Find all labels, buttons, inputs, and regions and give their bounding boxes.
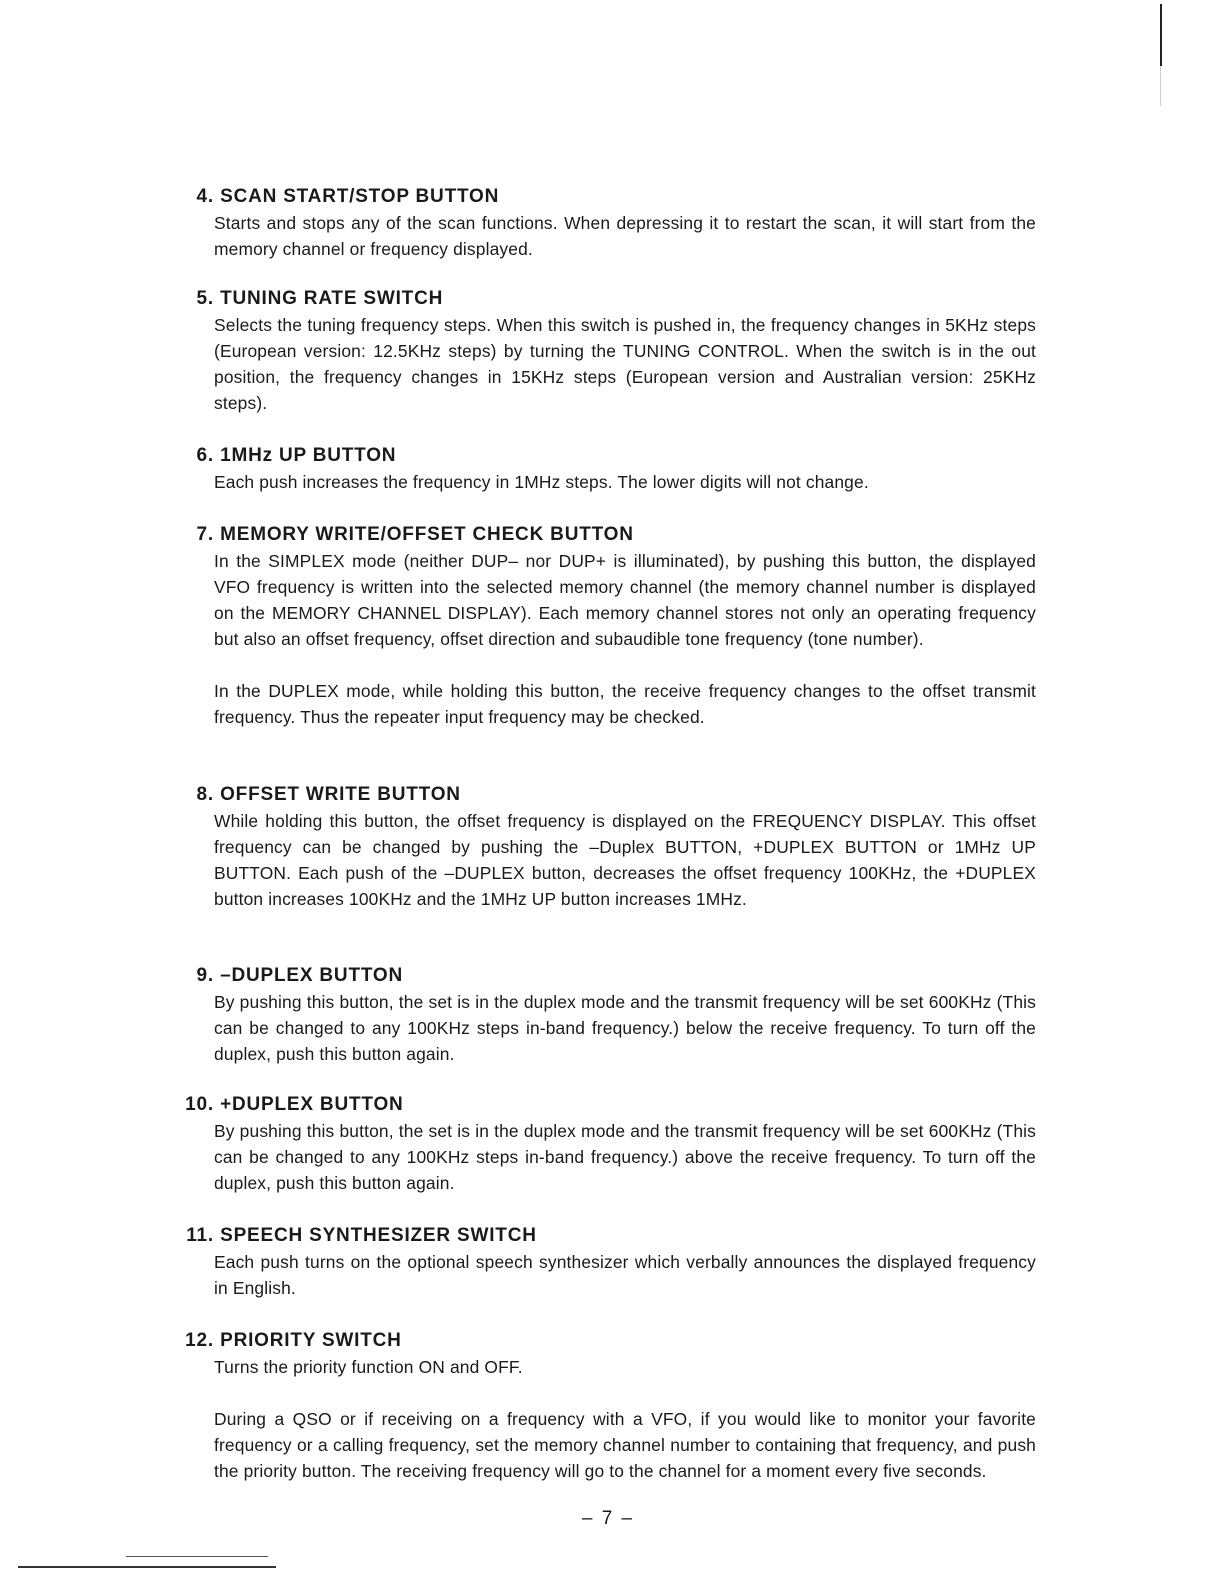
- section-heading: [174, 443, 1036, 469]
- section-body: [214, 312, 1036, 416]
- section-title: –DUPLEX BUTTON: [220, 965, 404, 986]
- section-title: SCAN START/STOP BUTTON: [220, 186, 500, 207]
- section-4: [174, 184, 1036, 262]
- paragraph: Each push increases the frequency in 1MHz steps. The lower digits will not change.: [214, 472, 869, 492]
- section-heading: [174, 1092, 1036, 1118]
- paragraph: Selects the tuning frequency steps. When this switch is pushed in, the frequency changes in 5KHz steps (European version: 12.5KHz steps) by turning the TUNING CONTROL. When the switch is in the out position, the frequency changes in 15KHz steps (European version and Australian version: 25KHz steps).: [214, 315, 1036, 413]
- section-number: 5.: [196, 288, 214, 309]
- scan-edge-mark-faint: [1160, 66, 1161, 106]
- section-body: [214, 1118, 1036, 1196]
- section-number: 10.: [185, 1094, 214, 1115]
- section-8: [174, 782, 1036, 912]
- paragraph: Each push turns on the optional speech synthesizer which verbally announces the displayed frequency in English.: [214, 1252, 1036, 1298]
- paragraph: Turns the priority function ON and OFF.: [214, 1357, 523, 1377]
- paragraph: In the DUPLEX mode, while holding this button, the receive frequency changes to the offset transmit frequency. Thus the repeater input frequency may be checked.: [214, 681, 1036, 727]
- section-heading: [174, 1328, 1036, 1354]
- section-body: [214, 210, 1036, 262]
- section-number: 12.: [185, 1330, 214, 1351]
- paragraph: During a QSO or if receiving on a frequency with a VFO, if you would like to monitor your favorite frequency or a calling frequency, set the memory channel number to containing that frequency, and push the priority button. The receiving frequency will go to the channel for a moment every five seconds.: [214, 1409, 1036, 1481]
- section-title: PRIORITY SWITCH: [220, 1330, 402, 1351]
- section-6: [174, 443, 1036, 495]
- paragraph: Starts and stops any of the scan functions. When depressing it to restart the scan, it will start from the memory channel or frequency displayed.: [214, 213, 1036, 259]
- section-number: 4.: [196, 186, 214, 207]
- section-10: [174, 1092, 1036, 1196]
- section-12: [174, 1328, 1036, 1484]
- section-heading: [174, 184, 1036, 210]
- paragraph: By pushing this button, the set is in the duplex mode and the transmit frequency will be set 600KHz (This can be changed to any 100KHz steps in-band frequency.) below the receive frequency. To turn off the duplex, push this button again.: [214, 992, 1036, 1064]
- section-body: [214, 548, 1036, 730]
- paragraph: In the SIMPLEX mode (neither DUP– nor DUP+ is illuminated), by pushing this button, the displayed VFO frequency is written into the selected memory channel (the memory channel number is displayed on the MEMORY CHANNEL DISPLAY). Each memory channel stores not only an operating frequency but also an offset frequency, offset direction and subaudible tone frequency (tone number).: [214, 551, 1036, 649]
- section-body: [214, 469, 1036, 495]
- section-body: [214, 989, 1036, 1067]
- section-heading: [174, 782, 1036, 808]
- section-5: [174, 286, 1036, 416]
- section-number: 6.: [196, 445, 214, 466]
- section-body: [214, 808, 1036, 912]
- section-body: [214, 1249, 1036, 1301]
- section-11: [174, 1223, 1036, 1301]
- section-number: 7.: [196, 524, 214, 545]
- section-9: [174, 963, 1036, 1067]
- section-title: +DUPLEX BUTTON: [220, 1094, 404, 1115]
- section-number: 8.: [196, 784, 214, 805]
- scan-edge-line: [126, 1556, 268, 1557]
- section-title: 1MHz UP BUTTON: [220, 445, 397, 466]
- section-title: MEMORY WRITE/OFFSET CHECK BUTTON: [220, 524, 634, 545]
- section-heading: [174, 522, 1036, 548]
- scan-edge-line: [18, 1566, 276, 1568]
- section-title: OFFSET WRITE BUTTON: [220, 784, 461, 805]
- paragraph: By pushing this button, the set is in the duplex mode and the transmit frequency will be set 600KHz (This can be changed to any 100KHz steps in-band frequency.) above the receive frequency. To turn off the duplex, push this button again.: [214, 1121, 1036, 1193]
- scan-edge-mark: [1160, 4, 1162, 66]
- section-number: 9.: [196, 965, 214, 986]
- section-body: [214, 1354, 1036, 1484]
- section-title: TUNING RATE SWITCH: [220, 288, 444, 309]
- section-title: SPEECH SYNTHESIZER SWITCH: [220, 1225, 537, 1246]
- section-number: 11.: [186, 1225, 214, 1246]
- section-heading: [174, 963, 1036, 989]
- section-heading: [174, 1223, 1036, 1249]
- paragraph: While holding this button, the offset frequency is displayed on the FREQUENCY DISPLAY. This offset frequency can be changed by pushing the –Duplex BUTTON, +DUPLEX BUTTON or 1MHz UP BUTTON. Each push of the –DUPLEX button, decreases the offset frequency 100KHz, the +DUPLEX button increases 100KHz and the 1MHz UP button increases 1MHz.: [214, 811, 1036, 909]
- page-number: – 7 –: [581, 1508, 635, 1529]
- section-7: [174, 522, 1036, 730]
- section-heading: [174, 286, 1036, 312]
